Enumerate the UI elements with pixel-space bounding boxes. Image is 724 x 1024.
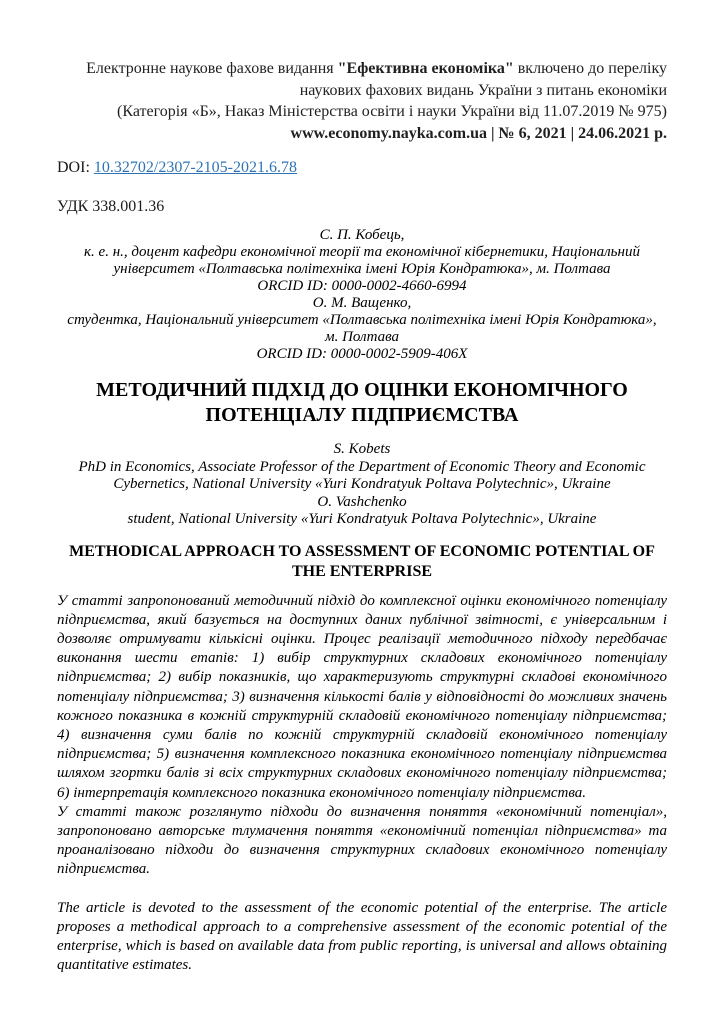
abstract-ua-paragraph-2: У статті також розглянуто підходи до визначення поняття «економічний потенціал», запропоновано авторське тлумачення поняття «економічний потенціал підприємства» та проаналізовано підходи до визначення структурних складових економічного потенціалу підприємства. bbox=[57, 803, 667, 878]
author-ua-orcid-1: ORCID ID: 0000-0002-4660-6994 bbox=[257, 278, 467, 294]
author-ua-name-1: С. П. Кобець, bbox=[319, 227, 405, 243]
journal-brand-name: "Ефективна економіка" bbox=[337, 60, 514, 77]
author-ua-affiliation-2a: студентка, Національний університет «Полтавська політехніка імені Юрія Кондратюка», bbox=[67, 312, 657, 328]
udc-label: УДК 338.001.36 bbox=[57, 198, 165, 215]
journal-header-prefix: Електронне наукове фахове видання bbox=[86, 60, 338, 77]
abstract-en-paragraph: The article is devoted to the assessment of the economic potential of the enterprise. The article proposes a methodical approach to a comprehensive assessment of the economic potential of the enterprise, which is based on available data from public reporting, is universal and allows obtaining quantitative estimates. bbox=[57, 899, 667, 974]
author-en-affiliation-2: student, National University «Yuri Kondratyuk Poltava Polytechnic», Ukraine bbox=[127, 511, 597, 527]
authors-en-block bbox=[57, 441, 667, 529]
author-en-affiliation-1b: Cybernetics, National University «Yuri Kondratyuk Poltava Polytechnic», Ukraine bbox=[113, 476, 611, 492]
journal-header bbox=[57, 58, 667, 144]
journal-header-line-2: наукових фахових видань України з питань економіки bbox=[299, 81, 667, 99]
journal-header-line-1 bbox=[57, 58, 667, 80]
abstract-ua-paragraph-1: У статті запропонований методичний підхід до комплексної оцінки економічного потенціалу підприємства, який базується на доступних даних публічної звітності, є універсальним і дозволяє отримувати кількісні оцінки. Процес реалізації методичного підходу передбачає виконання шести етапів: 1) вибір структурних складових економічного потенціалу підприємства; 2) вибір показників, що характеризують структурні складові економічного потенціалу підприємства; 3) визначення кількості балів у відповідності до можливих значень кожного показника в кожній структурній складовій економічного потенціалу підприємства; 4) визначення суми балів по кожній структурній складовій економічного потенціалу підприємства; 5) визначення комплексного показника економічного потенціалу підприємства шляхом згортки балів зі всіх структурних складових економічного потенціалу підприємства; 6) інтерпретація комплексного показника економічного потенціалу підприємства. bbox=[57, 592, 667, 801]
author-en-name-1: S. Kobets bbox=[333, 441, 391, 457]
doi-label: DOI: bbox=[57, 159, 94, 176]
author-ua-orcid-2: ORCID ID: 0000-0002-5909-406X bbox=[256, 346, 468, 362]
doi-link[interactable]: 10.32702/2307-2105-2021.6.78 bbox=[93, 159, 297, 176]
author-ua-affiliation-1a: к. е. н., доцент кафедри економічної теорії та економічної кібернетики, Національний bbox=[84, 244, 640, 260]
authors-ua-block bbox=[57, 227, 667, 363]
doi-line bbox=[57, 159, 667, 177]
article-title-ua: МЕТОДИЧНИЙ ПІДХІД ДО ОЦІНКИ ЕКОНОМІЧНОГО ПОТЕНЦІАЛУ ПІДПРИЄМСТВА bbox=[96, 379, 628, 426]
author-en-affiliation-1a: PhD in Economics, Associate Professor of the Department of Economic Theory and Economic bbox=[78, 458, 646, 475]
article-title-en: METHODICAL APPROACH TO ASSESSMENT OF ECONOMIC POTENTIAL OF THE ENTERPRISE bbox=[69, 542, 655, 580]
author-ua-name-2: О. М. Ващенко, bbox=[312, 295, 412, 311]
journal-issue-line: www.economy.nayka.com.ua | № 6, 2021 | 24.06.2021 р. bbox=[290, 124, 667, 142]
abstract-section bbox=[57, 592, 667, 976]
author-ua-affiliation-2b: м. Полтава bbox=[325, 329, 399, 345]
journal-header-line-3: (Категорія «Б», Наказ Міністерства освіти і науки України від 11.07.2019 № 975) bbox=[117, 103, 667, 120]
journal-header-suffix: включено до переліку bbox=[513, 60, 667, 77]
author-en-name-2: O. Vashchenko bbox=[317, 493, 407, 510]
author-ua-affiliation-1b: університет «Полтавська політехніка імені Юрія Кондратюка», м. Полтава bbox=[113, 261, 611, 277]
